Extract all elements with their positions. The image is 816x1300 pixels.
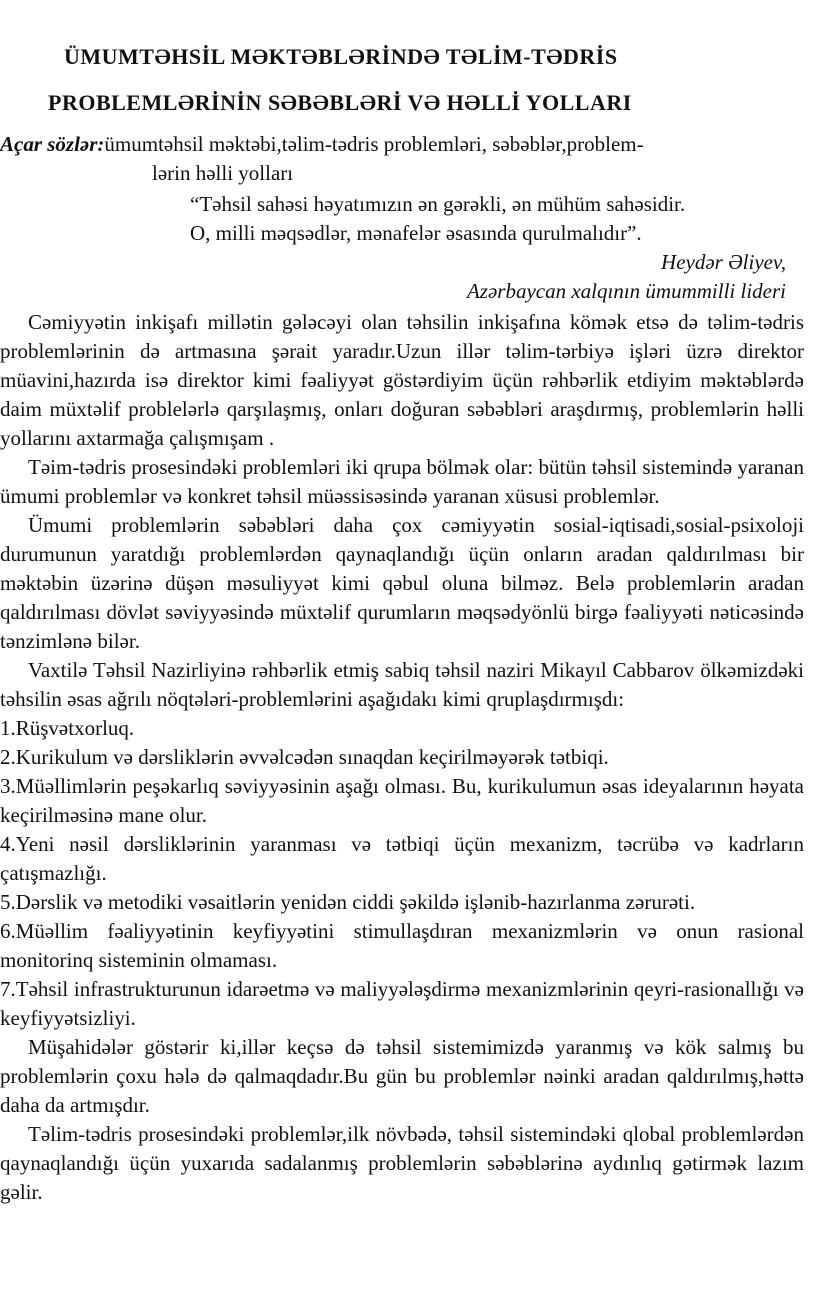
paragraph-6: Təlim-tədris prosesindəki problemlər,ilk növbədə, təhsil sistemindəki qlobal problemlərdən qaynaqlandığı üçün yuxarıda sadalanmış problemlərin səbəblərinə aydınlıq gətirmək lazım gəlir. bbox=[0, 1122, 804, 1204]
keywords-label: Açar sözlər: bbox=[0, 132, 105, 156]
paragraph-3: Ümumi problemlərin səbəbləri daha çox cəmiyyətin sosial-iqtisadi,sosial-psixoloji durumunun yaratdığı problemlərdən qaynaqlandığı üçün onların aradan qaldırılması bir məktəbin üzərinə düşən məsuliyyət kimi qəbul oluna bilməz. Belə problemlərin aradan qaldırılması dövlət səviyyəsində müxtəlif qurumların məqsədyönlü birgə fəaliyyəti nəticəsində tənzimlənə bilər. bbox=[0, 513, 804, 653]
problem-list bbox=[0, 714, 804, 1033]
epigraph-author: Heydər Əliyev, bbox=[661, 250, 786, 274]
epigraph-quote-line-2: O, milli məqsədlər, mənafelər əsasında qurulmalıdır”. bbox=[190, 221, 642, 245]
paragraph-4: Vaxtilə Təhsil Nazirliyinə rəhbərlik etmiş sabiq təhsil naziri Mikayıl Cabbarov ölkəmizdəki təhsilin əsas ağrılı nöqtələri-problemlərini aşağıdakı kimi qruplaşdırmışdı: bbox=[0, 658, 804, 711]
article-title-line-2: PROBLEMLƏRİNİN SƏBƏBLƏRİ VƏ HƏLLİ YOLLARI bbox=[48, 90, 632, 115]
list-item: 4.Yeni nəsil dərsliklərinin yaranması və tətbiqi üçün mexanizm, təcrübə və kadrların çatışmazlığı. bbox=[0, 832, 804, 885]
paragraph-1: Cəmiyyətin inkişafı millətin gələcəyi olan təhsilin inkişafına kömək etsə də təlim-tədris problemlərinin də artmasına şərait yaradır.Uzun illər təlim-tərbiyə işləri üzrə direktor müavini,hazırda isə direktor kimi fəaliyyət göstərdiyim üçün rəhbərlik etdiyim məktəblərdə daim müxtəlif problelərlə qarşılaşmış, onları doğuran səbəbləri araşdırmış, problemlərin həlli yollarını axtarmağa çalışmışam . bbox=[0, 310, 804, 450]
list-item: 3.Müəllimlərin peşəkarlıq səviyyəsinin aşağı olması. Bu, kurikulumun əsas ideyalarının həyata keçirilməsinə mane olur. bbox=[0, 774, 804, 827]
keywords-block bbox=[0, 130, 800, 188]
paragraph-2: Təim-tədris prosesindəki problemləri iki qrupa bölmək olar: bütün təhsil sistemində yaranan ümumi problemlər və konkret təhsil müəssisəsində yaranan xüsusi problemlər. bbox=[0, 455, 804, 508]
keywords-line-1 bbox=[0, 130, 800, 159]
keywords-text-2: lərin həlli yolları bbox=[152, 161, 294, 185]
list-item: 2.Kurikulum və dərsliklərin əvvəlcədən sınaqdan keçirilməyərək tətbiqi. bbox=[0, 745, 609, 769]
epigraph-quote-line-1: “Təhsil sahəsi həyatımızın ən gərəkli, ən mühüm sahəsidir. bbox=[190, 192, 686, 216]
list-item: 7.Təhsil infrastrukturunun idarəetmə və maliyyələşdirmə mexanizmlərinin qeyri-rasionallığı və keyfiyyətsizliyi. bbox=[0, 977, 804, 1030]
paragraph-5: Müşahidələr göstərir ki,illər keçsə də təhsil sistemimizdə yaranmış və kök salmış bu problemlərin çoxu hələ də qalmaqdadır.Bu gün bu problemlər nəinki aradan qaldırılmış,həttə daha da artmışdır. bbox=[0, 1035, 804, 1117]
list-item: 1.Rüşvətxorluq. bbox=[0, 716, 135, 740]
epigraph bbox=[0, 190, 800, 306]
epigraph-author-title: Azərbaycan xalqının ümummilli lideri bbox=[466, 279, 786, 303]
keywords-text-1: ümumtəhsil məktəbi,təlim-tədris problemləri, səbəblər,problem- bbox=[104, 132, 644, 156]
article-title-line-1: ÜMUMTƏHSİL MƏKTƏBLƏRİNDƏ TƏLİM-TƏDRİS bbox=[64, 44, 618, 69]
list-item: 6.Müəllim fəaliyyətinin keyfiyyətini stimullaşdıran mexanizmlərin və onun rasional monitorinq sisteminin olmaması. bbox=[0, 919, 804, 972]
article-body bbox=[0, 308, 804, 1207]
list-item: 5.Dərslik və metodiki vəsaitlərin yenidən ciddi şəkildə işlənib-hazırlanma zərurəti. bbox=[0, 890, 696, 914]
